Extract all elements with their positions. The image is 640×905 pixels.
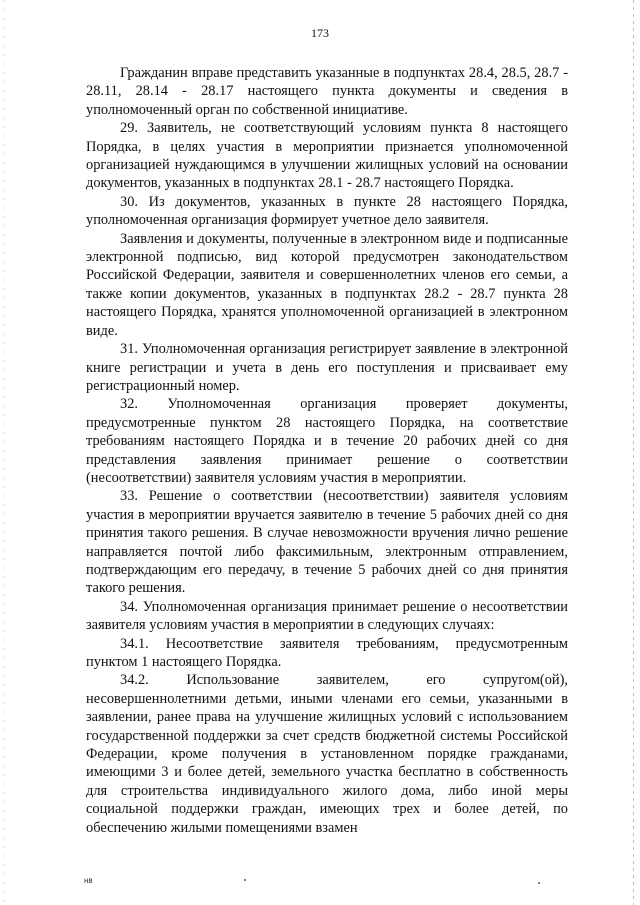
scan-edge-right [633,0,634,905]
scan-speck [244,879,246,881]
paragraph-31: 31. Уполномоченная организация регистрирует заявление в электронной книге регистрации и учета в день его поступления и присваивает ему регистрационный номер. [86,341,568,394]
paragraph-30: 30. Из документов, указанных в пункте 28 настоящего Порядка, уполномоченная организация формирует учетное дело заявителя. [86,193,568,229]
scan-edge-left [4,0,5,905]
paragraph-electronic-docs: Заявления и документы, полученные в электронном виде и подписанные электронной подписью, вид которой предусмотрен законодательством Российской Федерации, заявителя и совершеннолетних членов его семьи, а также копии документов, указанных в подпунктах 28.2 - 28.7 пункта 28 настоящего Порядка, хранятся уполномоченной организацией в электронном виде. [86,230,568,339]
paragraph-citizen-right: Гражданин вправе представить указанные в подпунктах 28.4, 28.5, 28.7 - 28.11, 28.14 - 28.17 настоящего пункта документы и сведения в уполномоченный орган по собственной инициативе. [86,65,568,118]
paragraph-29: 29. Заявитель, не соответствующий условиям пункта 8 настоящего Порядка, в целях участия в мероприятии признается уполномоченной организацией нуждающимся в улучшении жилищных условий на основании документов, указанных в подпунктах 28.1 - 28.7 настоящего Порядка. [86,120,568,192]
paragraph-33: 33. Решение о соответствии (несоответствии) заявителя условиям участия в мероприятии вручается заявителю в течение 5 рабочих дней со дня принятия такого решения. В случае невозможности вручения лично решение направляется почтой либо факсимильным, электронным отправлением, подтверждающим его передачу, в течение 5 рабочих дней со дня принятия такого решения. [86,488,568,597]
footer-initials: нв [84,876,93,885]
page-number: 173 [311,26,329,40]
paragraph-34-1: 34.1. Несоответствие заявителя требованиям, предусмотренным пунктом 1 настоящего Порядка. [86,635,568,670]
scan-speck [538,882,540,884]
document-body [86,64,568,837]
paragraph-32: 32. Уполномоченная организация проверяет документы, предусмотренные пунктом 28 настоящего Порядка, на соответствие требованиям настоящего Порядка и в течение 20 рабочих дней со дня представления заявления принимает решение о соответствии (несоответствии) заявителя условиям участия в мероприятии. [86,396,568,486]
paragraph-34: 34. Уполномоченная организация принимает решение о несоответствии заявителя условиям участия в мероприятии в следующих случаях: [86,598,568,634]
paragraph-34-2: 34.2. Использование заявителем, его супругом(ой), несовершеннолетними детьми, иными членами его семьи, указанными в заявлении, ранее права на улучшение жилищных условий с использованием государственной поддержки за счет средств бюджетной системы Российской Федерации, кроме получения в установленном порядке гражданами, имеющими 3 и более детей, земельного участка бесплатно в собственность для строительства индивидуального жилого дома, либо иной меры социальной поддержки граждан, имеющих трех и более детей, по обеспечению жилыми помещениями взамен [86,672,568,836]
